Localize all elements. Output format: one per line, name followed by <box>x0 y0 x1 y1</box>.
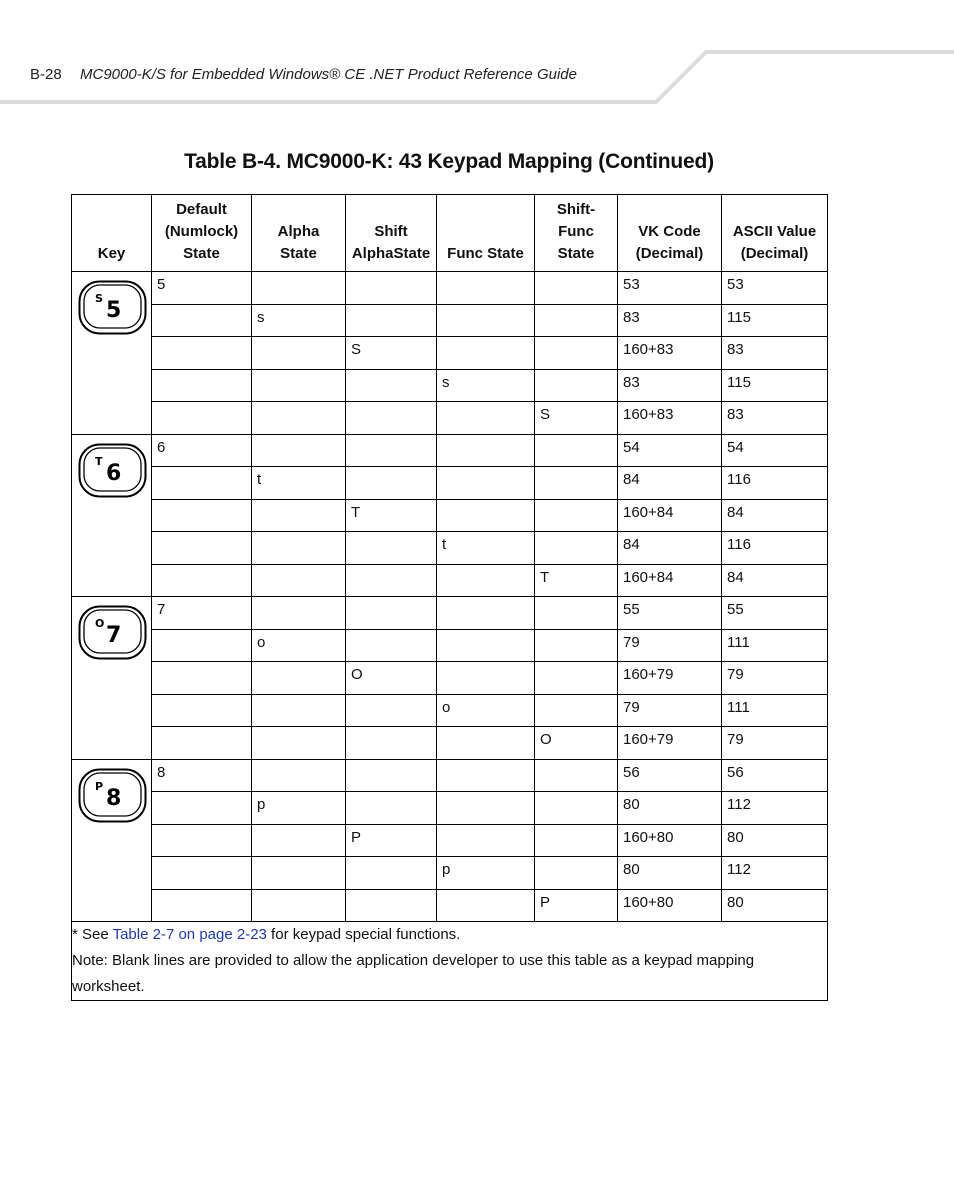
key-letter: S <box>95 292 103 305</box>
table-cell <box>535 532 618 565</box>
table-cell: 116 <box>722 467 828 500</box>
table-cell: 80 <box>722 824 828 857</box>
table-cell <box>437 304 535 337</box>
table-cell <box>152 467 252 500</box>
table-cell: 5 <box>152 272 252 305</box>
table-cell: 55 <box>618 597 722 630</box>
key-letter: O <box>95 617 105 630</box>
table-row <box>72 272 828 305</box>
table-cell: 83 <box>618 369 722 402</box>
table-cell: 7 <box>152 597 252 630</box>
column-header-line: Shift <box>374 223 408 240</box>
table-cell: O <box>346 662 437 695</box>
table-cell <box>346 402 437 435</box>
table-cell <box>437 564 535 597</box>
table-cell <box>535 662 618 695</box>
table-cell <box>346 564 437 597</box>
key-cell <box>72 272 152 435</box>
table-cell <box>152 727 252 760</box>
table-cell <box>437 629 535 662</box>
table-cell: 160+83 <box>618 337 722 370</box>
column-header-line: ASCII Value <box>732 223 817 240</box>
key-cell <box>72 759 152 922</box>
key-cell <box>72 434 152 597</box>
table-cell: S <box>535 402 618 435</box>
column-header-line: State <box>557 245 595 262</box>
column-header-line: Func State <box>447 245 524 262</box>
key-letter: T <box>95 454 103 468</box>
table-cell <box>252 434 346 467</box>
table-cell <box>346 304 437 337</box>
table-row <box>72 337 828 370</box>
table-cell <box>152 857 252 890</box>
table-cell: 84 <box>618 532 722 565</box>
table-cell: p <box>437 857 535 890</box>
header-decoration <box>0 0 954 110</box>
table-cell <box>535 629 618 662</box>
column-header-line: State <box>183 245 220 262</box>
table-cell: S <box>346 337 437 370</box>
table-row <box>72 467 828 500</box>
table-row <box>72 694 828 727</box>
column-header-line: Default <box>176 201 227 218</box>
table-cell <box>535 467 618 500</box>
table-cell <box>252 597 346 630</box>
table-cell: 115 <box>722 304 828 337</box>
table-row <box>72 564 828 597</box>
table-cell <box>152 564 252 597</box>
table-row <box>72 499 828 532</box>
footnote-row <box>72 922 828 1001</box>
table-cell <box>437 727 535 760</box>
table-cell <box>252 369 346 402</box>
table-cell: 160+79 <box>618 662 722 695</box>
table-cell <box>152 629 252 662</box>
table-cell: 160+80 <box>618 824 722 857</box>
table-cell <box>346 792 437 825</box>
table-cell <box>437 662 535 695</box>
key-s-5-icon <box>78 280 148 336</box>
table-cell: 112 <box>722 857 828 890</box>
footnote-prefix: * See <box>72 926 113 943</box>
table-cell <box>152 304 252 337</box>
column-header-line: Func <box>558 223 594 240</box>
column-header <box>72 195 152 272</box>
column-header-line: AlphaState <box>351 245 431 262</box>
column-header <box>618 195 722 272</box>
footnote-suffix: for keypad special functions. <box>266 926 461 943</box>
table-cell <box>152 694 252 727</box>
table-cell: 112 <box>722 792 828 825</box>
table-cell <box>346 272 437 305</box>
table-cell <box>535 272 618 305</box>
table-row <box>72 434 828 467</box>
table-cell <box>152 369 252 402</box>
table-cell <box>152 532 252 565</box>
table-cell: 84 <box>722 564 828 597</box>
table-cell <box>535 759 618 792</box>
table-cell <box>437 597 535 630</box>
table-cell <box>437 792 535 825</box>
table-cell: 83 <box>618 304 722 337</box>
table-cell: 8 <box>152 759 252 792</box>
keypad-mapping-table <box>71 194 828 1001</box>
table-cell: 115 <box>722 369 828 402</box>
table-cell <box>346 694 437 727</box>
table-cell: t <box>437 532 535 565</box>
table-cell <box>252 272 346 305</box>
table-cell <box>346 467 437 500</box>
table-cell <box>252 824 346 857</box>
table-row <box>72 727 828 760</box>
table-cell <box>535 337 618 370</box>
key-letter: P <box>95 779 104 793</box>
column-header <box>722 195 828 272</box>
table-cell <box>252 662 346 695</box>
table-cell: 84 <box>618 467 722 500</box>
table-cell <box>437 467 535 500</box>
table-row <box>72 662 828 695</box>
table-cell: 84 <box>722 499 828 532</box>
table-cell <box>535 304 618 337</box>
table-cell <box>535 434 618 467</box>
table-cell <box>252 337 346 370</box>
table-cell <box>437 402 535 435</box>
table-body <box>72 272 828 1001</box>
table-cell: 79 <box>722 662 828 695</box>
table-cell: 79 <box>618 629 722 662</box>
table-cell: P <box>346 824 437 857</box>
table-cell: 79 <box>722 727 828 760</box>
key-digit: 7 <box>106 623 122 648</box>
table-cell: T <box>535 564 618 597</box>
key-o-7-icon <box>78 605 148 661</box>
table-cell <box>252 402 346 435</box>
table-cell <box>437 759 535 792</box>
table-cell <box>346 532 437 565</box>
table-cell <box>437 434 535 467</box>
table-cell: 83 <box>722 402 828 435</box>
column-header <box>252 195 346 272</box>
table-cell <box>437 499 535 532</box>
table-cell: T <box>346 499 437 532</box>
table-cell <box>535 857 618 890</box>
table-cell: 6 <box>152 434 252 467</box>
footnote-line <box>72 922 827 948</box>
table-cell: 111 <box>722 694 828 727</box>
table-cell: p <box>252 792 346 825</box>
table-row <box>72 629 828 662</box>
table-cell <box>252 694 346 727</box>
table-cell <box>252 532 346 565</box>
worksheet-note: Note: Blank lines are provided to allow the application developer to use this table as a keypad mapping worksheet. <box>72 952 755 995</box>
table-cell: 80 <box>722 889 828 922</box>
column-header-line: Shift- <box>556 201 596 218</box>
table-cell: s <box>437 369 535 402</box>
table-cell <box>535 597 618 630</box>
table-row <box>72 402 828 435</box>
table-cell <box>535 824 618 857</box>
table-cell: 116 <box>722 532 828 565</box>
table-cell <box>346 369 437 402</box>
table-cell <box>152 402 252 435</box>
column-header-line: State <box>280 245 317 262</box>
column-header-line: (Numlock) <box>164 223 239 240</box>
table-cell: 111 <box>722 629 828 662</box>
key-cell <box>72 597 152 760</box>
table-cell <box>152 824 252 857</box>
column-header-line: Alpha <box>277 223 320 240</box>
table-cell: 160+80 <box>618 889 722 922</box>
table-cell <box>152 889 252 922</box>
table-cell <box>535 792 618 825</box>
table-row <box>72 369 828 402</box>
table-cell <box>346 727 437 760</box>
key-t-6-icon <box>78 443 148 499</box>
guide-title: MC9000-K/S for Embedded Windows® CE .NET Product Reference Guide <box>80 66 577 83</box>
table-cell <box>252 857 346 890</box>
table-cell <box>252 727 346 760</box>
table-cell: 53 <box>618 272 722 305</box>
table-cell: 56 <box>722 759 828 792</box>
table-cell <box>252 564 346 597</box>
table-cell: o <box>437 694 535 727</box>
table-cell: 56 <box>618 759 722 792</box>
table-cell: 160+83 <box>618 402 722 435</box>
table-cell: t <box>252 467 346 500</box>
table-row <box>72 857 828 890</box>
footnote-cell <box>72 922 828 1001</box>
table-cell <box>437 337 535 370</box>
column-header-line: (Decimal) <box>740 245 809 262</box>
table-cell <box>437 272 535 305</box>
table-cell: P <box>535 889 618 922</box>
column-header <box>437 195 535 272</box>
column-header-line: VK Code <box>638 223 701 240</box>
table-cell <box>437 824 535 857</box>
table-cell: O <box>535 727 618 760</box>
table-cell <box>252 759 346 792</box>
table-cell <box>252 499 346 532</box>
table-cell <box>346 597 437 630</box>
key-digit: 8 <box>106 785 122 811</box>
table-row <box>72 889 828 922</box>
table-cell <box>535 694 618 727</box>
column-header-line: Key <box>97 245 126 262</box>
column-header-line: (Decimal) <box>635 245 704 262</box>
table-cell <box>437 889 535 922</box>
table-cell: 83 <box>722 337 828 370</box>
table-row <box>72 597 828 630</box>
table-cell <box>535 369 618 402</box>
column-header <box>346 195 437 272</box>
table-cell: 54 <box>618 434 722 467</box>
table-cell: s <box>252 304 346 337</box>
table-cell: 160+79 <box>618 727 722 760</box>
key-p-8-icon <box>78 768 148 824</box>
table-reference-link[interactable]: Table 2-7 on page 2-23 <box>112 926 267 943</box>
key-digit: 5 <box>106 298 122 323</box>
table-cell: 55 <box>722 597 828 630</box>
table-title: Table B-4. MC9000-K: 43 Keypad Mapping (Continued) <box>184 150 714 173</box>
table-cell <box>346 759 437 792</box>
table-cell: 80 <box>618 857 722 890</box>
table-cell: 80 <box>618 792 722 825</box>
column-header <box>152 195 252 272</box>
table-row <box>72 532 828 565</box>
table-cell <box>346 629 437 662</box>
table-cell: 160+84 <box>618 564 722 597</box>
column-header <box>535 195 618 272</box>
table-row <box>72 824 828 857</box>
table-cell <box>152 662 252 695</box>
table-cell <box>152 499 252 532</box>
table-cell: o <box>252 629 346 662</box>
running-header <box>30 66 577 83</box>
table-row <box>72 759 828 792</box>
table-cell <box>346 434 437 467</box>
table-cell <box>152 337 252 370</box>
table-cell: 160+84 <box>618 499 722 532</box>
table-row <box>72 304 828 337</box>
table-cell: 79 <box>618 694 722 727</box>
table-cell <box>252 889 346 922</box>
table-header-row <box>72 195 828 272</box>
table-cell <box>535 499 618 532</box>
table-cell: 53 <box>722 272 828 305</box>
table-cell <box>346 889 437 922</box>
key-digit: 6 <box>106 460 122 486</box>
table-cell: 54 <box>722 434 828 467</box>
table-row <box>72 792 828 825</box>
table-cell <box>152 792 252 825</box>
table-cell <box>346 857 437 890</box>
page-number: B-28 <box>30 66 62 83</box>
